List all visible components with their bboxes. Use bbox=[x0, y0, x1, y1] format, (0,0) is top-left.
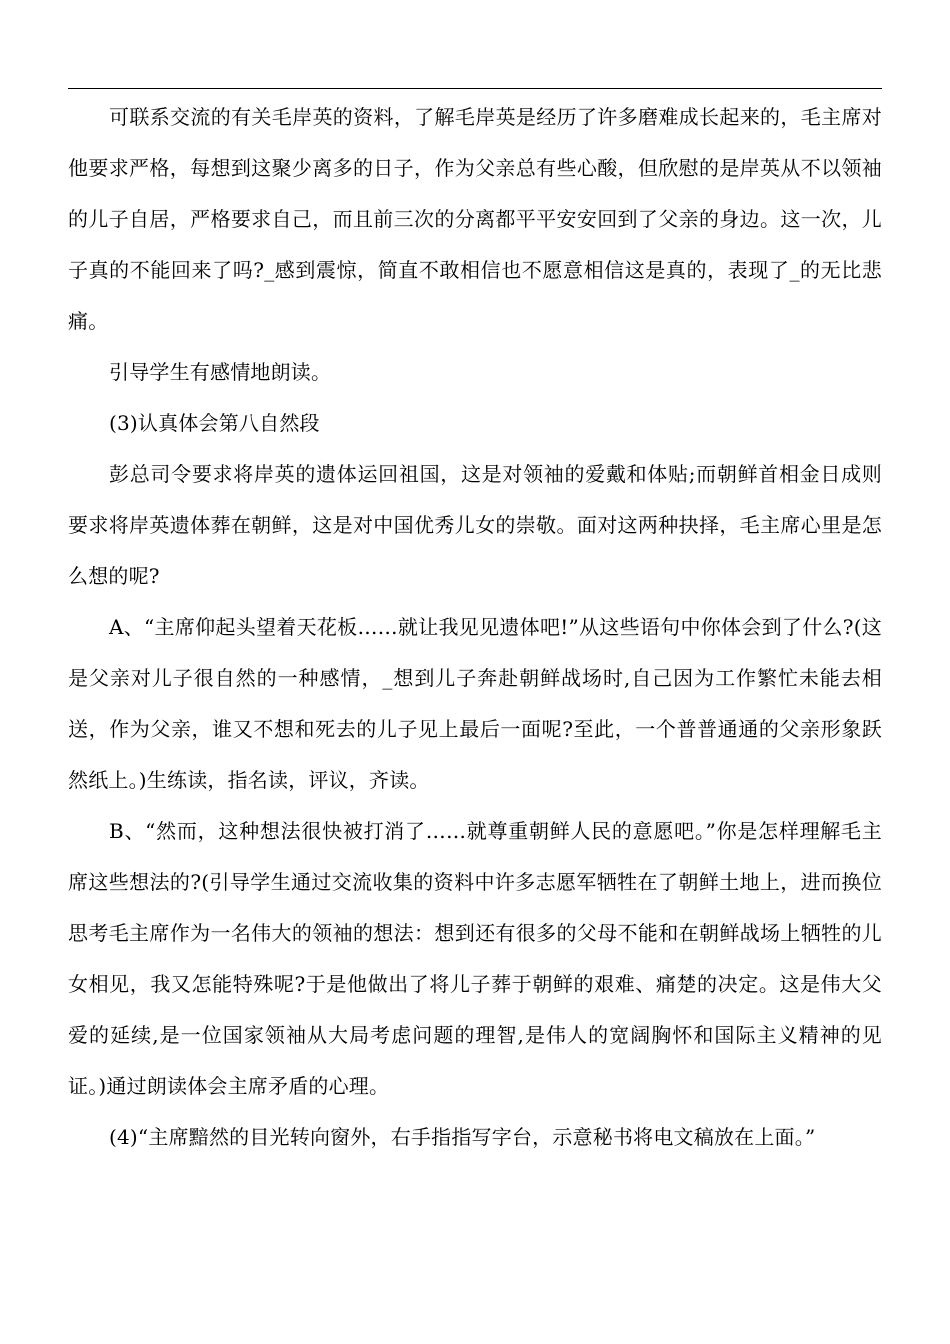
paragraph-2: 引导学生有感情地朗读。 bbox=[109, 360, 332, 384]
header-rule bbox=[68, 88, 882, 89]
paragraph-7: (4)“主席黯然的目光转向窗外，右手指指写字台，示意秘书将电文稿放在上面。” bbox=[109, 1125, 816, 1149]
document-body bbox=[68, 92, 882, 1163]
paragraph-4: 彭总司令要求将岸英的遗体运回祖国，这是对领袖的爱戴和体贴;而朝鲜首相金日成则要求将岸英遗体葬在朝鲜，这是对中国优秀儿女的崇敬。面对这两种抉择，毛主席心里是怎么想的呢? bbox=[68, 462, 882, 588]
paragraph-5: A、“主席仰起头望着天花板……就让我见见遗体吧!”从这些语句中你体会到了什么?(这是父亲对儿子很自然的一种感情，_想到儿子奔赴朝鲜战场时,自己因为工作繁忙未能去相送，作为父亲，谁又不想和死去的儿子见上最后一面呢?至此，一个普普通通的父亲形象跃然纸上。)生练读，指名读，评议，齐读。 bbox=[68, 615, 882, 792]
paragraph-6: B、“然而，这种想法很快被打消了……就尊重朝鲜人民的意愿吧。”你是怎样理解毛主席这些想法的?(引导学生通过交流收集的资料中许多志愿军牺牲在了朝鲜土地上，进而换位思考毛主席作为一名伟大的领袖的想法：想到还有很多的父母不能和在朝鲜战场上牺牲的儿女相见，我又怎能特殊呢?于是他做出了将儿子葬于朝鲜的艰难、痛楚的决定。这是伟大父爱的延续,是一位国家领袖从大局考虑问题的理智,是伟人的宽阔胸怀和国际主义精神的见证。)通过朗读体会主席矛盾的心理。 bbox=[68, 819, 882, 1098]
paragraph-1: 可联系交流的有关毛岸英的资料，了解毛岸英是经历了许多磨难成长起来的，毛主席对他要求严格，每想到这聚少离多的日子，作为父亲总有些心酸，但欣慰的是岸英从不以领袖的儿子自居，严格要求自己，而且前三次的分离都平平安安回到了父亲的身边。这一次，儿子真的不能回来了吗?_感到震惊，简直不敢相信也不愿意相信这是真的，表现了_的无比悲痛。 bbox=[68, 105, 882, 333]
paragraph-3: (3)认真体会第八自然段 bbox=[109, 411, 320, 435]
